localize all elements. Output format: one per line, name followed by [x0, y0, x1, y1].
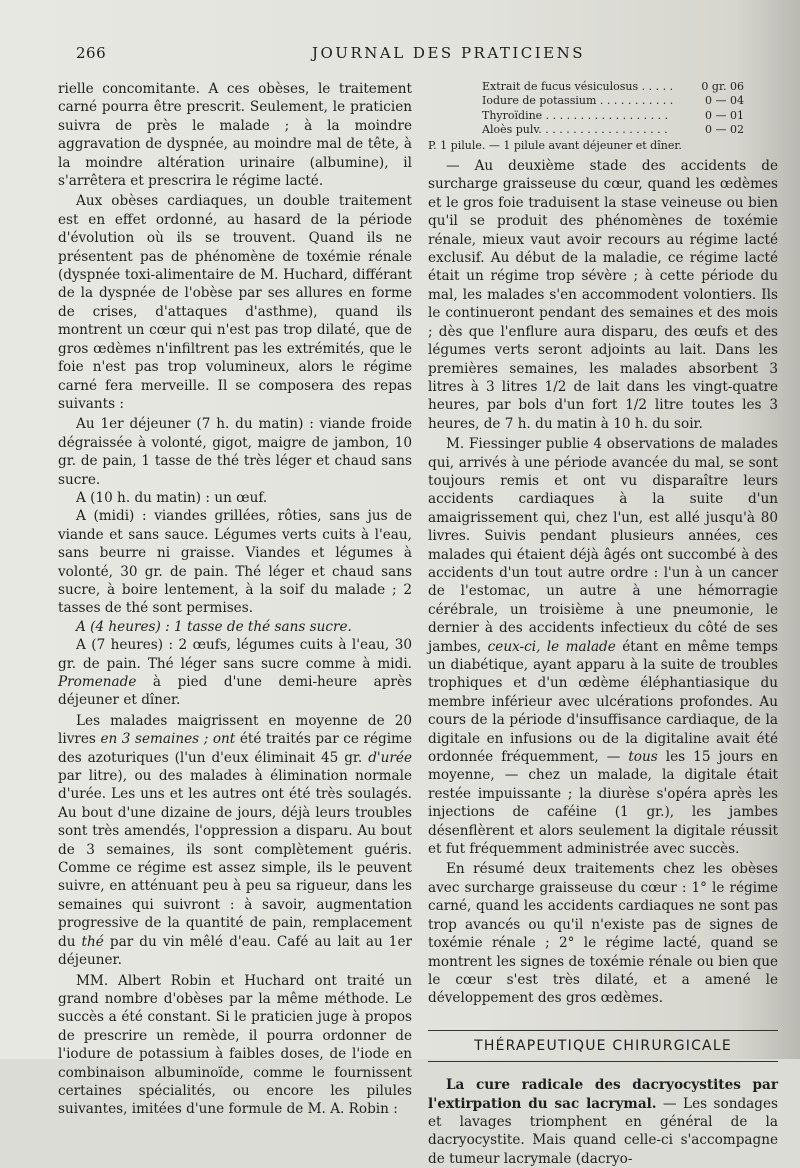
formula-dose: 0 — 04	[705, 94, 744, 108]
formula-item: Aloès pulv. . . . . . . . . . . . . . . . . . .	[482, 123, 668, 137]
left-paragraph-7-b: à pied d'une demi-heure après déjeuner et dîner.	[58, 674, 412, 709]
formula-item: Thyroïdine . . . . . . . . . . . . . . . . . .	[482, 108, 669, 122]
formula-row	[428, 94, 778, 108]
left-paragraph-2: Aux obèses cardiaques, un double traitement est en effet ordonné, au hasard de la période d'évolution où ils se trouvent. Quand ils ne présentent pas de phénomène de toxémie rénale (dyspnée toxi-alimentaire de M. Huchard, différant de la dyspnée de l'obèse par ses allures en forme de crises, d'attaques d'asthme), quand ils montrent un cœur qui n'est pas trop dilaté, que de gros œdèmes n'infiltrent pas les extrémités, que le foie n'est pas trop volumineux, alors le régime carné fera merveille. Il se composera des repas suivants :	[58, 193, 412, 412]
right-paragraph-2-italic-2: tous	[628, 749, 658, 766]
right-column	[428, 80, 778, 1168]
left-paragraph-7-italic: Promenade	[58, 674, 137, 690]
formula-row	[428, 109, 778, 123]
left-paragraph-9: MM. Albert Robin et Huchard ont traité un grand nombre d'obèses par la même méthode. Le succès a été constant. Si le praticien juge à propos de prescrire un remède, il pourra ordonner de l'iodure de potassium à faibles doses, de l'iode en combinaison albuminoïde, comme le fournissent certaines spécialités, ou encore les pilules suivantes, imitées d'une formule de M. A. Robin :	[58, 972, 412, 1118]
left-paragraph-7-a: A (7 heures) : 2 œufs, légumes cuits à l'eau, 30 gr. de pain. Thé léger sans sucre comme à midi.	[58, 637, 412, 672]
left-paragraph-8-d: par du vin mêlé d'eau. Café au lait au 1er déjeuner.	[58, 933, 412, 969]
left-paragraph-7	[58, 636, 412, 710]
formula-dose: 0 — 01	[705, 108, 744, 122]
section-heading: THÉRAPEUTIQUE CHIRURGICALE	[428, 1030, 778, 1062]
formula-dose: 0 — 02	[705, 123, 744, 137]
page-header	[0, 44, 800, 66]
right-paragraph-2-c: les 15 jours en moyenne, — chez un malade, la digitale était restée impuissante ; la diurèse s'opéra après les injections de caféine (1 gr.), les jambes désenflèrent et alors seulement la digitale réussit et fut fréquemment administrée avec succès.	[428, 749, 778, 858]
formula-dose: 0 gr. 06	[701, 80, 744, 93]
left-paragraph-8-italic-3: thé	[81, 933, 104, 950]
left-paragraph-6	[58, 618, 412, 636]
right-paragraph-4	[428, 1076, 778, 1168]
left-paragraph-5: A (midi) : viandes grillées, rôties, sans jus de viande et sans sauce. Légumes verts cuits à l'eau, sans beurre ni graisse. Viandes et légumes à volonté, 30 gr. de pain. Thé léger et chaud sans sucre, à boire lentement, à la soif du malade ; 2 tasses de thé sont permises.	[58, 508, 412, 617]
left-paragraph-8-b: été traités par ce régime des azoturiques (l'un d'eux éliminait 45 gr.	[58, 731, 412, 766]
page-number: 266	[76, 44, 107, 62]
formula-row	[428, 80, 778, 94]
right-paragraph-3: En résumé deux traitements chez les obèses avec surcharge graisseuse du cœur : 1° le régime carné, quand les accidents cardiaques ne sont pas trop avancés ou qu'il n'existe pas de signes de toxémie rénale ; 2° le régime lacté, quand se montrent les signes de toxémie rénale ou bien que le cœur s'est très dilaté, et a amené le développement des gros œdèmes.	[428, 861, 778, 1007]
left-paragraph-1: rielle concomitante. A ces obèses, le traitement carné pourra être prescrit. Seulement, le praticien suivra de près le malade ; à la moindre aggravation de dyspnée, au moindre mal de tête, à la moindre altération urinaire (albumine), il s'arrêtera et prescrira le régime lacté.	[58, 81, 412, 190]
left-paragraph-6-italic: A (4 heures) : 1 tasse de thé sans sucre.	[76, 618, 352, 635]
right-paragraph-2-italic-1: ceux-ci, le malade	[487, 638, 616, 655]
right-paragraph-2-a: M. Fiessinger publie 4 observations de malades qui, arrivés à une période avancée du mal, se sont toujours remis et ont vu disparaître leurs accidents cardiaques à la suite d'un amaigrissement qui, chez l'un, est allé jusqu'à 80 livres. Suivis pendant plusieurs années, ces malades qui étaient déjà âgés ont succombé à des accidents d'un tout autre ordre : l'un à un cancer de l'estomac, un autre à une hémorragie cérébrale, un troisième à une pneumonie, le dernier à des accidents infectieux du côté de ses jambes,	[428, 436, 778, 655]
left-paragraph-4: A (10 h. du matin) : un œuf.	[76, 489, 268, 506]
formula-caption: P. 1 pilule. — 1 pilule avant déjeuner et dîner.	[428, 138, 682, 152]
formula-item: Iodure de potassium . . . . . . . . . . .	[482, 94, 674, 108]
formula-block	[428, 80, 778, 153]
left-paragraph-8-a: Les malades maigrissent en moyenne de 20 livres	[58, 712, 412, 748]
left-column	[58, 80, 412, 1119]
left-paragraph-3: Au 1er déjeuner (7 h. du matin) : viande froide dégraissée à volonté, gigot, maigre de jambon, 10 gr. de pain, 1 tasse de thé très léger et chaud sans sucre.	[58, 416, 412, 488]
formula-row	[428, 123, 778, 137]
right-paragraph-2	[428, 435, 778, 858]
left-paragraph-8-c: par litre), ou des malades à élimination normale d'urée. Les uns et les autres ont été très soulagés. Au bout d'une dizaine de jours, déjà leurs troubles sont très amendés, l'oppression a disparu. Au bout de 3 semaines, ils sont complètement guéris. Comme ce régime est assez simple, ils le peuvent suivre, en atténuant peu à peu sa rigueur, dans les semaines qui suivront : à savoir, augmentation progressive de la quantité de pain, remplacement du	[58, 768, 412, 950]
article-subhead: La cure radicale des dacryocystites par l'extirpation du sac lacrymal.	[428, 1077, 778, 1112]
journal-title: JOURNAL DES PRATICIENS	[312, 44, 586, 62]
left-paragraph-8-italic-2: d'urée	[368, 749, 412, 766]
right-paragraph-1: — Au deuxième stade des accidents de surcharge graisseuse du cœur, quand les œdèmes et le gros foie traduisent la stase veineuse ou bien qu'il se produit des phénomènes de toxémie rénale, mieux vaut avoir recours au régime lacté exclusif. Au début de la maladie, ce régime lacté était un régime trop sévère ; à cette période du mal, les malades s'en accommodent volontiers. Ils le continueront pendant des semaines et des mois ; dès que l'enflure aura disparu, des œufs et des légumes verts seront adjoints au lait. Dans les premières semaines, les malades absorbent 3 litres à 3 litres 1/2 de lait dans les vingt-quatre heures, par bols d'un fort 1/2 litre toutes les 3 heures, de 7 h. du matin à 10 h. du soir.	[428, 158, 778, 432]
right-paragraph-2-b: étant en même temps un diabétique, ayant apparu à la suite de troubles trophiques et d'un œdème éléphantiasique du membre inférieur avec ulcérations profondes. Au cours de la période d'insuffisance cardiaque, de la digitale en infusions ou de la digitaline avait été ordonnée fréquemment, —	[428, 638, 779, 766]
left-paragraph-8	[58, 712, 412, 970]
formula-item: Extrait de fucus vésiculosus . . . . .	[482, 80, 674, 93]
left-paragraph-8-italic-1: en 3 semaines ; ont	[100, 731, 236, 748]
right-paragraph-4-text: — Les sondages et lavages triomphent en général de la dacryocystite. Mais quand celle-ci s'accompagne de tumeur lacrymale (dacryo-	[428, 1095, 778, 1167]
